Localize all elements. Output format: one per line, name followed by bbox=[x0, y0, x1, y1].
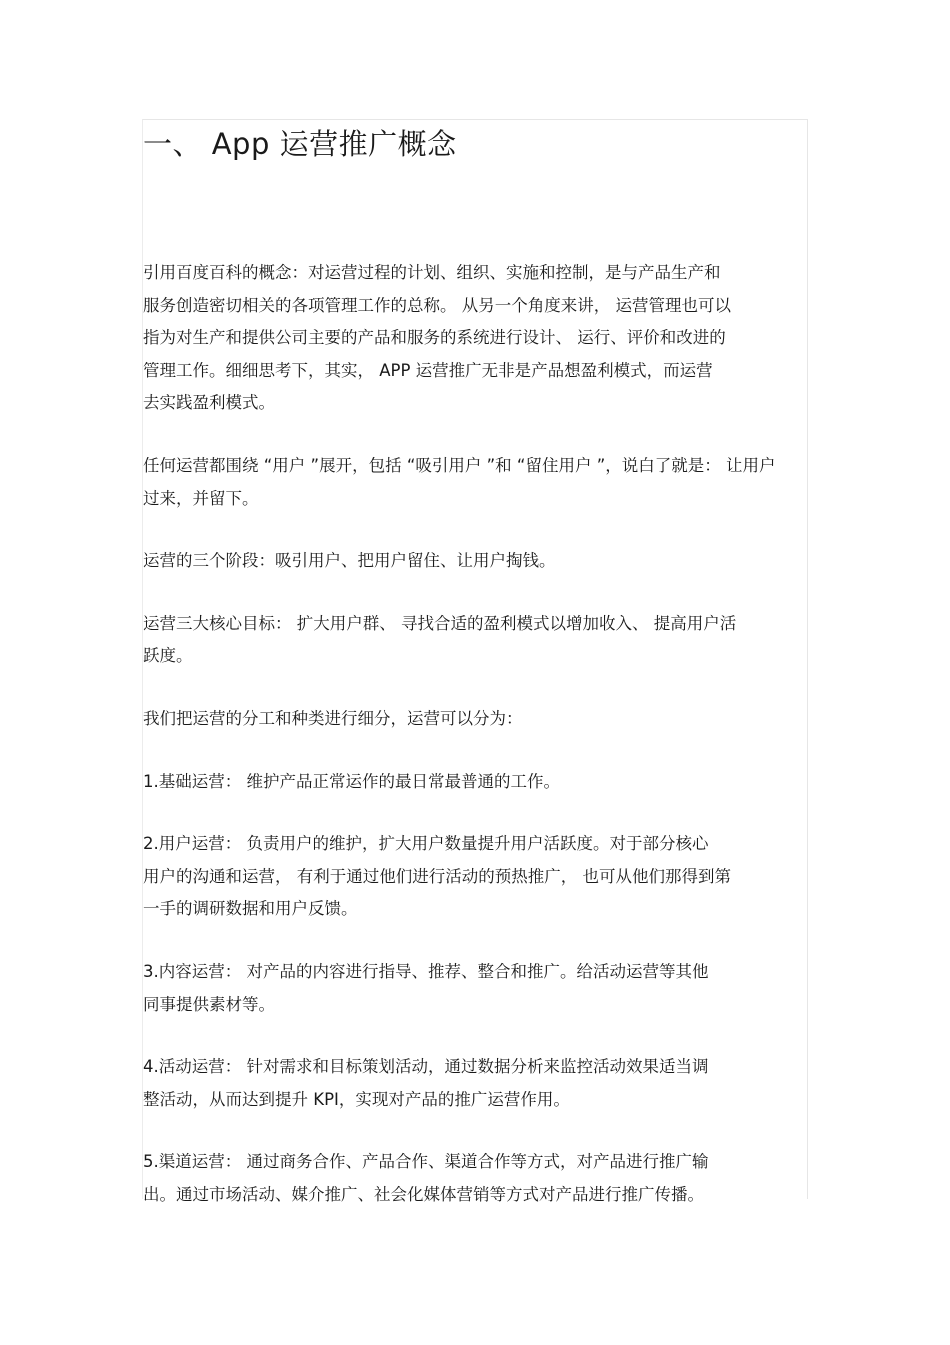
text-line: 1.基础运营： 维护产品正常运作的最日常最普通的工作。 bbox=[143, 771, 560, 791]
list-item-content-operations bbox=[143, 956, 803, 1021]
text-line: 过来，并留下。 bbox=[143, 488, 259, 508]
text-line: 去实践盈利模式。 bbox=[143, 393, 275, 413]
text-line: 跃度。 bbox=[143, 646, 193, 666]
text-line: 5.渠道运营： 通过商务合作、产品合作、渠道合作等方式，对产品进行推广输 bbox=[143, 1152, 709, 1172]
text-line: 同事提供素材等。 bbox=[143, 994, 275, 1014]
paragraph-gap bbox=[143, 736, 803, 766]
text-line: 运营三大核心目标： 扩大用户群、 寻找合适的盈利模式以增加收入、 提高用户活 bbox=[143, 613, 737, 633]
text-line: 任何运营都围绕 “用户 ”展开，包括 “吸引用户 ”和 “留住用户 ”，说白了就是： 让用户 bbox=[143, 455, 776, 475]
text-line: 管理工作。细细思考下，其实， APP 运营推广无非是产品想盈利模式，而运营 bbox=[143, 360, 713, 380]
text-line: 用户的沟通和运营， 有利于通过他们进行活动的预热推广， 也可从他们那得到第 bbox=[143, 866, 731, 886]
paragraph-definition bbox=[143, 257, 803, 420]
paragraph-user-focus bbox=[143, 450, 803, 515]
text-line: 我们把运营的分工和种类进行细分，运营可以分为： bbox=[143, 708, 523, 728]
paragraph-gap bbox=[143, 515, 803, 545]
text-line: 3.内容运营： 对产品的内容进行指导、推荐、整合和推广。给活动运营等其他 bbox=[143, 961, 709, 981]
text-line: 整活动，从而达到提升 KPI，实现对产品的推广运营作用。 bbox=[143, 1089, 570, 1109]
text-line: 一手的调研数据和用户反馈。 bbox=[143, 899, 358, 919]
list-item-event-operations bbox=[143, 1051, 803, 1116]
paragraph-gap bbox=[143, 673, 803, 703]
paragraph-gap bbox=[143, 798, 803, 828]
list-item-user-operations bbox=[143, 828, 803, 926]
text-line: 运营的三个阶段：吸引用户、把用户留住、让用户掏钱。 bbox=[143, 551, 556, 571]
page-title: 一、 App 运营推广概念 bbox=[143, 127, 457, 161]
paragraph-gap bbox=[143, 926, 803, 956]
text-line: 服务创造密切相关的各项管理工作的总称。 从另一个角度来讲， 运营管理也可以 bbox=[143, 295, 731, 315]
text-line: 4.活动运营： 针对需求和目标策划活动，通过数据分析来监控活动效果适当调 bbox=[143, 1057, 709, 1077]
list-item-channel-operations bbox=[143, 1146, 803, 1211]
paragraph-gap bbox=[143, 1021, 803, 1051]
list-item-basic-operations bbox=[143, 766, 803, 799]
paragraph-classification bbox=[143, 703, 803, 736]
paragraph-gap bbox=[143, 1116, 803, 1146]
paragraph-gap bbox=[143, 420, 803, 450]
text-line: 2.用户运营： 负责用户的维护，扩大用户数量提升用户活跃度。对于部分核心 bbox=[143, 834, 709, 854]
text-line: 指为对生产和提供公司主要的产品和服务的系统进行设计、 运行、评价和改进的 bbox=[143, 328, 726, 348]
text-line: 出。通过市场活动、媒介推广、社会化媒体营销等方式对产品进行推广传播。 bbox=[143, 1184, 704, 1204]
document-content bbox=[143, 122, 803, 1211]
paragraph-core-goals bbox=[143, 608, 803, 673]
document-body bbox=[143, 257, 803, 1211]
paragraph-three-stages bbox=[143, 545, 803, 578]
title-spacer bbox=[143, 166, 803, 257]
text-line: 引用百度百科的概念：对运营过程的计划、组织、实施和控制，是与产品生产和 bbox=[143, 263, 721, 282]
paragraph-gap bbox=[143, 578, 803, 608]
